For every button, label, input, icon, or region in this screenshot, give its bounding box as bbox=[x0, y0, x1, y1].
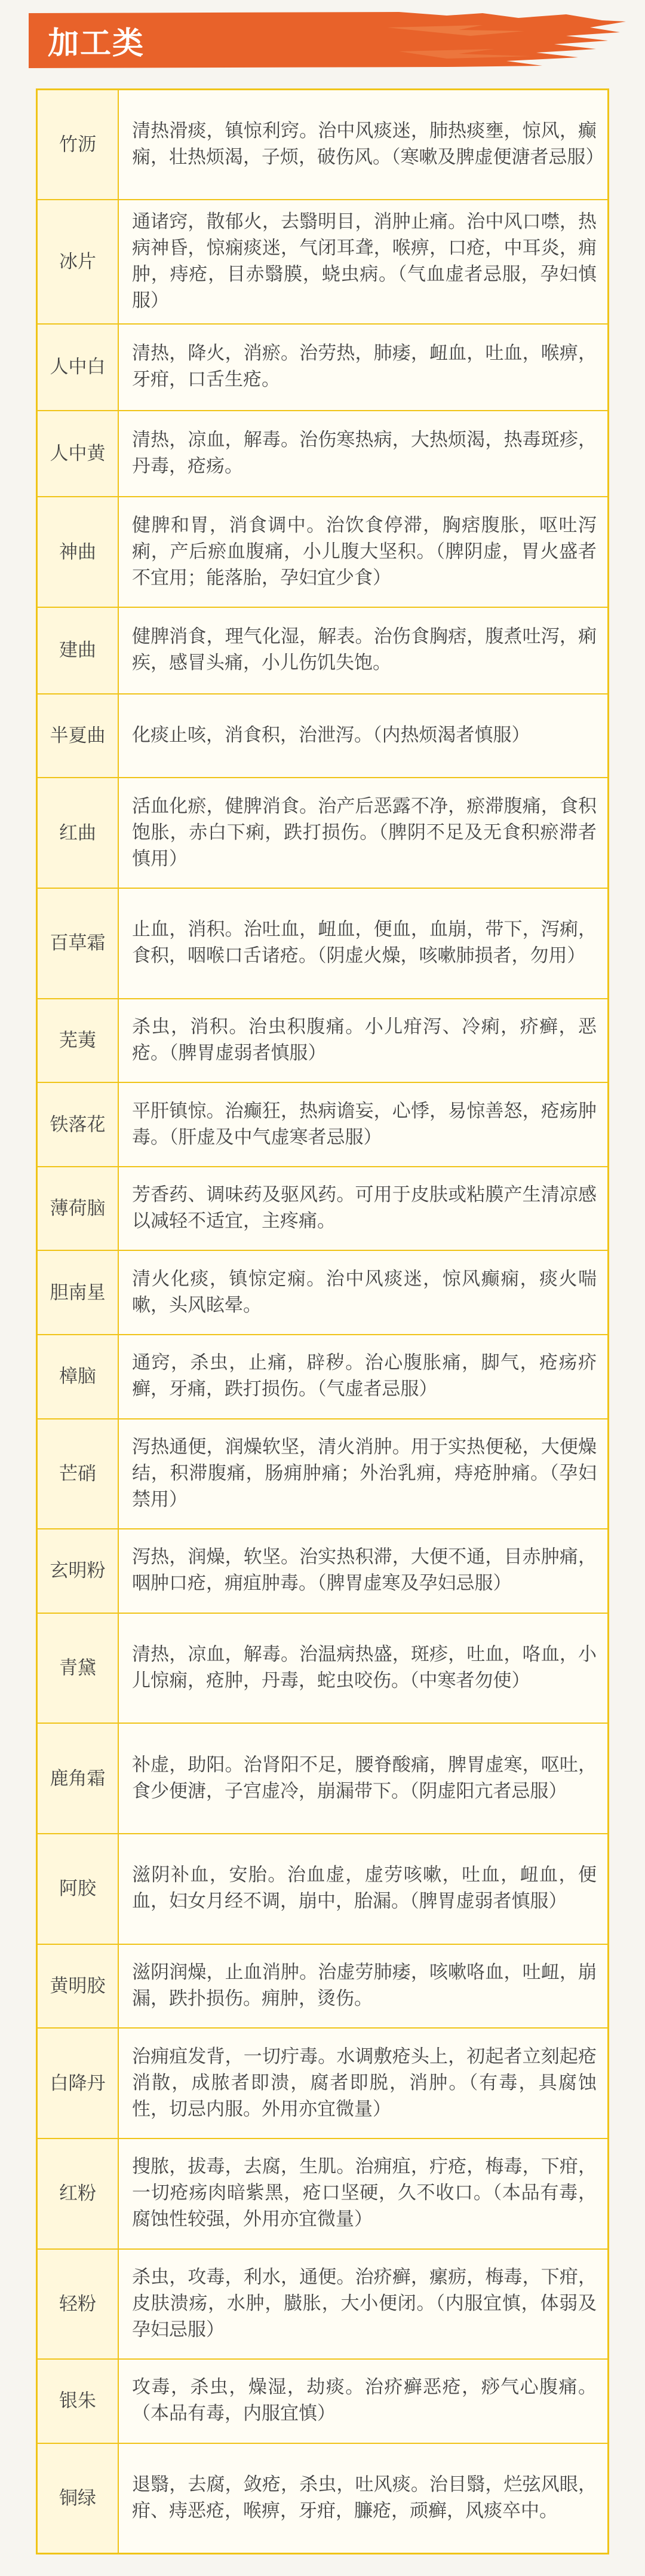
herb-description: 滋阴润燥，止血消肿。治虚劳肺痿，咳嗽咯血，吐衄，崩漏，跌扑损伤。痈肿，烫伤。 bbox=[118, 1944, 609, 2029]
herb-description: 通诸窍，散郁火，去翳明目，消肿止痛。治中风口噤，热病神昏，惊痫痰迷，气闭耳聋，喉痹，口疮，中耳炎，痈肿，痔疮，目赤翳膜，蛲虫病。（气血虚者忌服，孕妇慎服） bbox=[118, 200, 609, 324]
table-row bbox=[37, 2249, 609, 2360]
herb-description: 健脾和胃，消食调中。治饮食停滞，胸痞腹胀，呕吐泻痢，产后瘀血腹痛，小儿腹大坚积。（脾阴虚，胃火盛者不宜用；能落胎，孕妇宜少食） bbox=[118, 497, 609, 607]
table-row bbox=[37, 497, 609, 607]
herb-description: 通窍，杀虫，止痛，辟秽。治心腹胀痛，脚气，疮疡疥癣，牙痛，跌打损伤。（气虚者忌服） bbox=[118, 1335, 609, 1419]
herb-name: 竹沥 bbox=[37, 90, 119, 200]
herb-name: 芒硝 bbox=[37, 1419, 119, 1529]
herb-name: 阿胶 bbox=[37, 1834, 119, 1944]
table-row bbox=[37, 999, 609, 1083]
herb-description: 清热，降火，消瘀。治劳热，肺痿，衄血，吐血，喉痹，牙疳，口舌生疮。 bbox=[118, 324, 609, 411]
herb-description: 清热，凉血，解毒。治伤寒热病，大热烦渴，热毒斑疹，丹毒，疮疡。 bbox=[118, 411, 609, 497]
herb-name: 铜绿 bbox=[37, 2443, 119, 2554]
herb-description: 退翳，去腐，敛疮，杀虫，吐风痰。治目翳，烂弦风眼，疳、痔恶疮，喉痹，牙疳，臁疮，顽癣，风痰卒中。 bbox=[118, 2443, 609, 2554]
herb-name: 银朱 bbox=[37, 2359, 119, 2443]
herb-description: 杀虫，攻毒，利水，通便。治疥癣，瘰疬，梅毒，下疳，皮肤溃疡，水肿，臌胀，大小便闭。（内服宜慎，体弱及孕妇忌服） bbox=[118, 2249, 609, 2360]
herb-description: 化痰止咳，消食积，治泄泻。（内热烦渴者慎服） bbox=[118, 694, 609, 778]
herb-name: 胆南星 bbox=[37, 1250, 119, 1335]
herb-description: 杀虫，消积。治虫积腹痛。小儿疳泻、冷痢，疥癣，恶疮。（脾胃虚弱者慎服） bbox=[118, 999, 609, 1083]
herb-name: 白降丹 bbox=[37, 2028, 119, 2138]
herb-description: 泻热通便，润燥软坚，清火消肿。用于实热便秘，大便燥结，积滞腹痛，肠痈肿痛；外治乳痈，痔疮肿痛。（孕妇禁用） bbox=[118, 1419, 609, 1529]
herb-name: 芜荑 bbox=[37, 999, 119, 1083]
herb-name: 建曲 bbox=[37, 607, 119, 694]
herb-name: 半夏曲 bbox=[37, 694, 119, 778]
table-row bbox=[37, 1082, 609, 1167]
herb-name: 百草霜 bbox=[37, 888, 119, 999]
table-row bbox=[37, 1335, 609, 1419]
herb-description: 治痈疽发背，一切疔毒。水调敷疮头上，初起者立刻起疮消散，成脓者即溃，腐者即脱，消肿。（有毒，具腐蚀性，切忌内服。外用亦宜微量） bbox=[118, 2028, 609, 2138]
herb-description: 清火化痰，镇惊定痫。治中风痰迷，惊风癫痫，痰火喘嗽，头风眩晕。 bbox=[118, 1250, 609, 1335]
table-row bbox=[37, 1419, 609, 1529]
table-row bbox=[37, 607, 609, 694]
herb-name: 红粉 bbox=[37, 2138, 119, 2249]
herb-name: 神曲 bbox=[37, 497, 119, 607]
herb-name: 玄明粉 bbox=[37, 1529, 119, 1613]
section-header bbox=[29, 5, 626, 72]
herb-description: 芳香药、调味药及驱风药。可用于皮肤或粘膜产生清凉感以减轻不适宜，主疼痛。 bbox=[118, 1167, 609, 1251]
table-row bbox=[37, 1167, 609, 1251]
herb-name: 青黛 bbox=[37, 1613, 119, 1724]
herb-description: 活血化瘀，健脾消食。治产后恶露不净，瘀滞腹痛，食积饱胀，赤白下痢，跌打损伤。（脾阴不足及无食积瘀滞者慎用） bbox=[118, 778, 609, 888]
herb-description: 清热，凉血，解毒。治温病热盛，斑疹，吐血，咯血，小儿惊痫，疮肿，丹毒，蛇虫咬伤。（中寒者勿使） bbox=[118, 1613, 609, 1724]
table-row bbox=[37, 1723, 609, 1834]
table-row bbox=[37, 1250, 609, 1335]
herb-name: 红曲 bbox=[37, 778, 119, 888]
table-row bbox=[37, 324, 609, 411]
table-row bbox=[37, 200, 609, 324]
table-row bbox=[37, 1613, 609, 1724]
herb-name: 铁落花 bbox=[37, 1082, 119, 1167]
page-title: 加工类 bbox=[48, 26, 145, 62]
table-row bbox=[37, 1944, 609, 2029]
table-row bbox=[37, 90, 609, 200]
herb-name: 樟脑 bbox=[37, 1335, 119, 1419]
herb-name: 人中黄 bbox=[37, 411, 119, 497]
table-row bbox=[37, 411, 609, 497]
herb-description: 泻热，润燥，软坚。治实热积滞，大便不通，目赤肿痛，咽肿口疮，痈疽肿毒。（脾胃虚寒及孕妇忌服） bbox=[118, 1529, 609, 1613]
table-row bbox=[37, 2028, 609, 2138]
table-row bbox=[37, 2443, 609, 2554]
table-row bbox=[37, 888, 609, 999]
herb-name: 黄明胶 bbox=[37, 1944, 119, 2029]
herb-name: 鹿角霜 bbox=[37, 1723, 119, 1834]
table-row bbox=[37, 1834, 609, 1944]
herb-name: 冰片 bbox=[37, 200, 119, 324]
herb-name: 轻粉 bbox=[37, 2249, 119, 2360]
table-row bbox=[37, 1529, 609, 1613]
herb-name: 薄荷脑 bbox=[37, 1167, 119, 1251]
herb-description: 止血，消积。治吐血，衄血，便血，血崩，带下，泻痢，食积，咽喉口舌诸疮。（阴虚火燥，咳嗽肺损者，勿用） bbox=[118, 888, 609, 999]
herb-table bbox=[36, 88, 609, 2554]
table-row bbox=[37, 778, 609, 888]
herb-description: 平肝镇惊。治癫狂，热病谵妄，心悸，易惊善怒，疮疡肿毒。（肝虚及中气虚寒者忌服） bbox=[118, 1082, 609, 1167]
herb-description: 滋阴补血，安胎。治血虚，虚劳咳嗽，吐血，衄血，便血，妇女月经不调，崩中，胎漏。（脾胃虚弱者慎服） bbox=[118, 1834, 609, 1944]
herb-description: 清热滑痰，镇惊利窍。治中风痰迷，肺热痰壅，惊风，癫痫，壮热烦渴，子烦，破伤风。（寒嗽及脾虚便溏者忌服） bbox=[118, 90, 609, 200]
herb-description: 攻毒，杀虫，燥湿，劫痰。治疥癣恶疮，痧气心腹痛。（本品有毒，内服宜慎） bbox=[118, 2359, 609, 2443]
herb-name: 人中白 bbox=[37, 324, 119, 411]
herb-description: 搜脓，拔毒，去腐，生肌。治痈疽，疔疮，梅毒，下疳，一切疮疡肉暗紫黑，疮口坚硬，久不收口。（本品有毒，腐蚀性较强，外用亦宜微量） bbox=[118, 2138, 609, 2249]
table-row bbox=[37, 2359, 609, 2443]
table-row bbox=[37, 694, 609, 778]
herb-description: 健脾消食，理气化湿，解表。治伤食胸痞，腹煮吐泻，痢疾，感冒头痛，小儿伤饥失饱。 bbox=[118, 607, 609, 694]
table-row bbox=[37, 2138, 609, 2249]
herb-description: 补虚，助阳。治肾阳不足，腰脊酸痛，脾胃虚寒，呕吐，食少便溏，子宫虚冷，崩漏带下。（阴虚阳亢者忌服） bbox=[118, 1723, 609, 1834]
